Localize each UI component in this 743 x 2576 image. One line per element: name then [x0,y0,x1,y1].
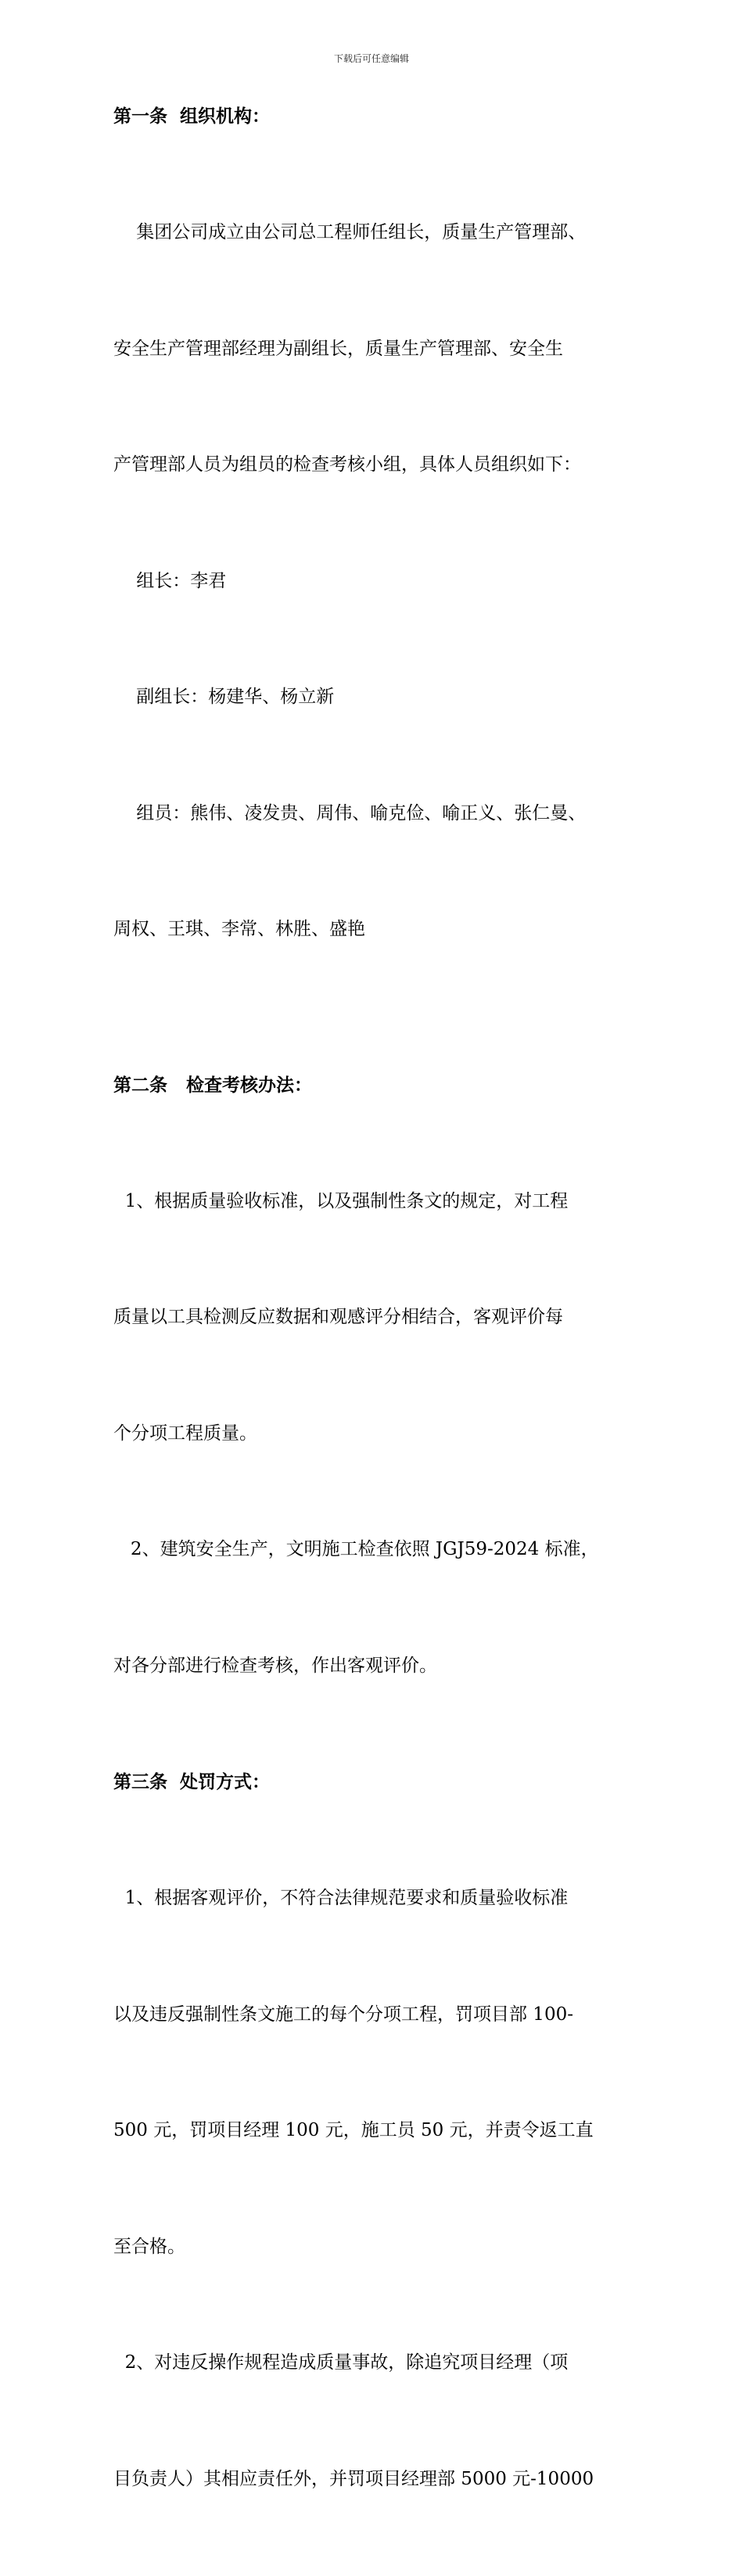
text-line: 至合格。 [113,2236,185,2257]
text-line: 质量以工具检测反应数据和观感评分相结合，客观评价每 [113,1307,563,1327]
section-1-body [113,136,645,1027]
text-line: 2、对违反操作规程造成质量事故，除追究项目经理（项 [113,2352,569,2373]
text-line: 组员：熊伟、凌发贵、周伟、喻克俭、喻正义、张仁曼、 [113,802,587,823]
section-heading-2: 第二条 检查考核办法： [113,1074,313,1096]
text-line: 1、根据质量验收标准，以及强制性条文的规定，对工程 [113,1190,569,1211]
text-line: 个分项工程质量。 [113,1423,257,1444]
text-line: 对各分部进行检查考核，作出客观评价。 [113,1655,437,1676]
page-header-note: 下载后可任意编辑 [333,53,409,64]
text-line: 副组长：杨建华、杨立新 [113,687,335,707]
text-line: 集团公司成立由公司总工程师任组长，质量生产管理部、 [113,222,587,242]
text-line: 周权、王琪、李常、林胜、盛艳 [113,919,365,939]
text-line: 1、根据客观评价，不符合法律规范要求和质量验收标准 [113,1888,569,1908]
text-line: 以及违反强制性条文施工的每个分项工程，罚项目部 100- [113,2004,573,2025]
text-line: 500 元，罚项目经理 100 元，施工员 50 元，并责令返工直 [113,2120,594,2140]
document-body [113,97,645,2576]
text-line: 目负责人）其相应责任外，并罚项目经理部 5000 元-10000 [113,2468,594,2489]
text-line: 组长：李君 [113,570,227,591]
text-line: 产管理部人员为组员的检查考核小组，具体人员组织如下： [113,454,581,475]
text-line: 安全生产管理部经理为副组长，质量生产管理部、安全生 [113,338,563,359]
section-spacer [113,1027,645,1066]
text-line: 2、建筑安全生产，文明施工检查依照 JGJ59-2024 标准， [113,1539,599,1559]
section-3-body [113,1802,645,2576]
section-heading-3: 第三条 处罚方式： [113,1771,271,1792]
section-heading-1: 第一条 组织机构： [113,106,271,127]
section-2-body [113,1105,645,1763]
